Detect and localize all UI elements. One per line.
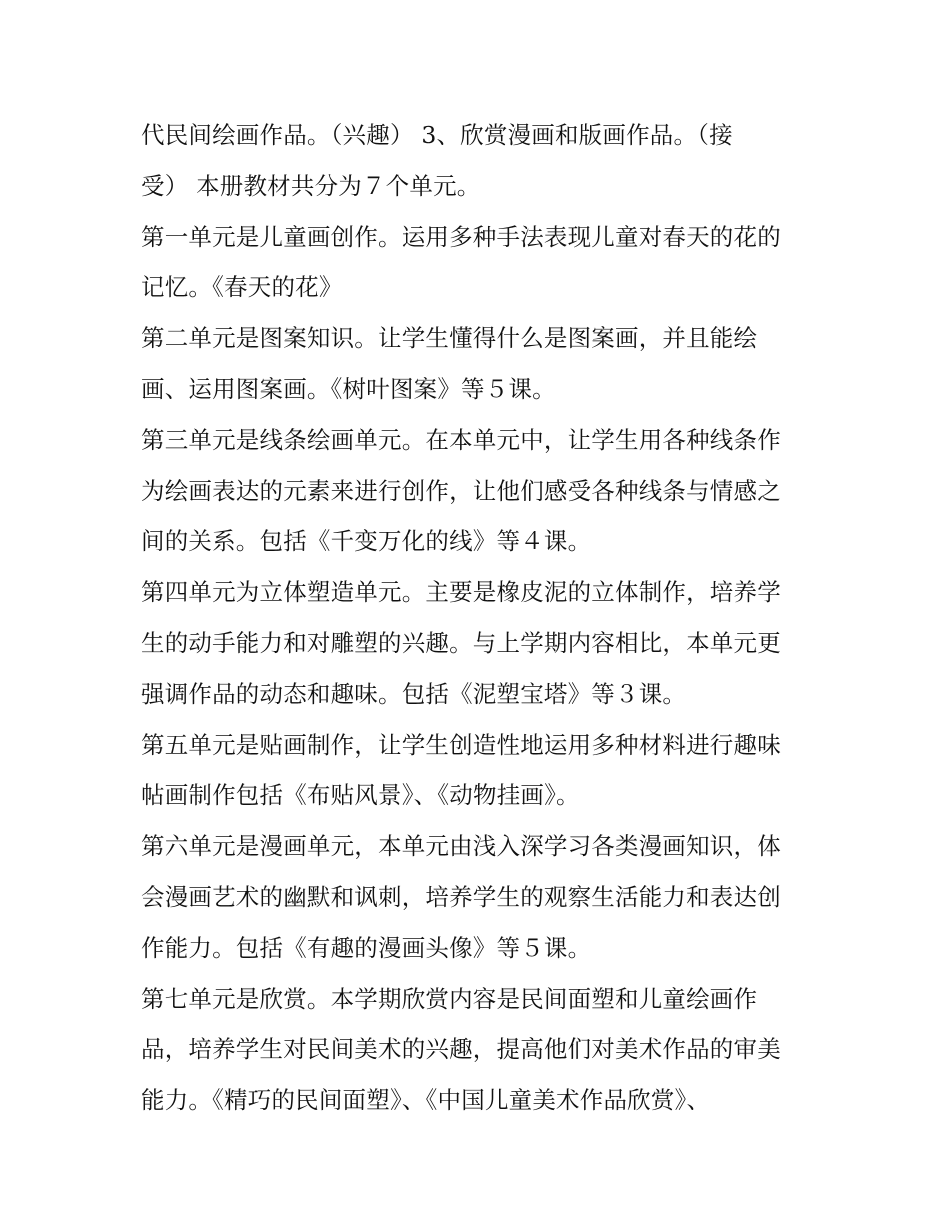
text-line: 品，培养学生对民间美术的兴趣，提高他们对美术作品的审美 [141, 1035, 781, 1064]
text-line: 生的动手能力和对雕塑的兴趣。与上学期内容相比，本单元更 [141, 628, 781, 657]
document-body [141, 110, 821, 1126]
text-line: 受） 本册教材共分为７个单元。 [141, 171, 481, 200]
text-line: 记忆。《春天的花》 [141, 273, 343, 302]
text-line: 第一单元是儿童画创作。运用多种手法表现儿童对春天的花的 [141, 222, 781, 251]
text-line: 第七单元是欣赏。本学期欣赏内容是民间面塑和儿童绘画作 [141, 984, 758, 1013]
text-line: 第五单元是贴画制作，让学生创造性地运用多种材料进行趣味 [141, 730, 781, 759]
text-line: 第六单元是漫画单元，本单元由浅入深学习各类漫画知识，体 [141, 832, 781, 861]
text-line: 帖画制作包括《布贴风景》、《动物挂画》。 [141, 781, 580, 810]
text-line: 作能力。包括《有趣的漫画头像》等５课。 [141, 933, 592, 962]
text-line: 间的关系。包括《千变万化的线》等４课。 [141, 527, 592, 556]
text-line: 第二单元是图案知识。让学生懂得什么是图案画，并且能绘 [141, 324, 758, 353]
text-line: 画、运用图案画。《树叶图案》等５课。 [141, 374, 556, 403]
text-line: 第四单元为立体塑造单元。主要是橡皮泥的立体制作，培养学 [141, 578, 781, 607]
text-line: 强调作品的动态和趣味。包括《泥塑宝塔》等３课。 [141, 679, 687, 708]
text-line: 为绘画表达的元素来进行创作，让他们感受各种线条与情感之 [141, 476, 781, 505]
text-line: 能力。《精巧的民间面塑》、《中国儿童美术作品欣赏》、 [141, 1086, 711, 1115]
text-line: 代民间绘画作品。（兴趣） 3、欣赏漫画和版画作品。（接 [141, 121, 733, 149]
text-line: 会漫画艺术的幽默和讽刺，培养学生的观察生活能力和表达创 [141, 882, 781, 911]
text-line: 第三单元是线条绘画单元。在本单元中，让学生用各种线条作 [141, 425, 781, 454]
